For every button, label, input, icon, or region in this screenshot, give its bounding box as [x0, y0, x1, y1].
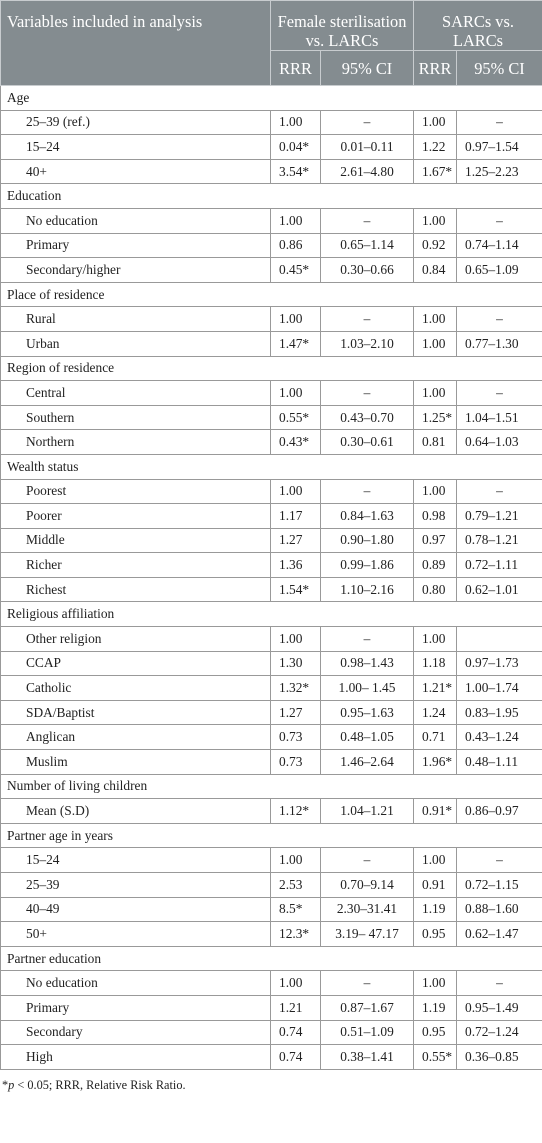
- section-row: [1, 184, 542, 209]
- ci-sterilisation: –: [321, 479, 414, 504]
- ci-sarcs: 0.72–1.15: [457, 873, 542, 898]
- table-row: [1, 405, 542, 430]
- rrr-sarcs: 1.00: [414, 627, 457, 652]
- table-footnote: [0, 1070, 542, 1093]
- section-row: [1, 454, 542, 479]
- row-label: 50+: [1, 922, 271, 947]
- ci-sarcs: –: [457, 479, 542, 504]
- row-label: Primary: [1, 233, 271, 258]
- ci-sterilisation: 0.30–0.61: [321, 430, 414, 455]
- row-label: Secondary/higher: [1, 258, 271, 283]
- ci-sterilisation: 1.00– 1.45: [321, 676, 414, 701]
- table-row: [1, 799, 542, 824]
- rrr-sarcs: 0.97: [414, 528, 457, 553]
- ci-sarcs: 0.72–1.24: [457, 1020, 542, 1045]
- ci-sarcs: 1.04–1.51: [457, 405, 542, 430]
- ci-sarcs: [457, 627, 542, 652]
- rrr-sarcs: 0.71: [414, 725, 457, 750]
- rrr-sterilisation: 0.74: [271, 1045, 321, 1070]
- row-label: Poorest: [1, 479, 271, 504]
- table-row: [1, 1020, 542, 1045]
- section-row: [1, 282, 542, 307]
- table-row: [1, 135, 542, 160]
- ci-sarcs: 0.88–1.60: [457, 897, 542, 922]
- section-title: Wealth status: [1, 454, 542, 479]
- ci-sarcs: 0.97–1.73: [457, 651, 542, 676]
- rrr-sterilisation: 1.36: [271, 553, 321, 578]
- table-header: [1, 1, 542, 86]
- ci-sarcs: 0.36–0.85: [457, 1045, 542, 1070]
- ci-sarcs: 0.48–1.11: [457, 750, 542, 775]
- ci-sterilisation: 0.65–1.14: [321, 233, 414, 258]
- section-title: Partner education: [1, 946, 542, 971]
- table-row: [1, 504, 542, 529]
- ci-sarcs: 0.72–1.11: [457, 553, 542, 578]
- section-row: [1, 356, 542, 381]
- row-label: 25–39: [1, 873, 271, 898]
- row-label: Richest: [1, 577, 271, 602]
- row-label: Secondary: [1, 1020, 271, 1045]
- ci-sterilisation: 0.48–1.05: [321, 725, 414, 750]
- rrr-sarcs: 1.00: [414, 381, 457, 406]
- rrr-sterilisation: 8.5*: [271, 897, 321, 922]
- rrr-sterilisation: 1.30: [271, 651, 321, 676]
- rrr-sarcs: 1.22: [414, 135, 457, 160]
- rrr-sarcs: 0.91: [414, 873, 457, 898]
- ci-sarcs: 0.62–1.01: [457, 577, 542, 602]
- row-label: Northern: [1, 430, 271, 455]
- row-label: Central: [1, 381, 271, 406]
- table-row: [1, 922, 542, 947]
- table-row: [1, 110, 542, 135]
- rrr-sarcs: 1.00: [414, 307, 457, 332]
- rrr-sarcs: 0.91*: [414, 799, 457, 824]
- row-label: 15–24: [1, 135, 271, 160]
- table-row: [1, 528, 542, 553]
- table-body: [1, 86, 542, 1070]
- footnote-marker: *: [2, 1077, 9, 1092]
- rrr-sterilisation: 1.21: [271, 995, 321, 1020]
- ci-sterilisation: 1.46–2.64: [321, 750, 414, 775]
- section-row: [1, 86, 542, 111]
- ci-sterilisation: 0.87–1.67: [321, 995, 414, 1020]
- rrr-sterilisation: 1.00: [271, 208, 321, 233]
- rrr-sterilisation: 0.73: [271, 725, 321, 750]
- ci-sterilisation: –: [321, 307, 414, 332]
- header-ci-1: 95% CI: [321, 51, 414, 86]
- rrr-sterilisation: 1.27: [271, 700, 321, 725]
- rrr-sterilisation: 0.73: [271, 750, 321, 775]
- ci-sarcs: 0.86–0.97: [457, 799, 542, 824]
- rrr-sarcs: 1.00: [414, 208, 457, 233]
- table-row: [1, 258, 542, 283]
- ci-sterilisation: 0.43–0.70: [321, 405, 414, 430]
- ci-sarcs: 1.25–2.23: [457, 159, 542, 184]
- ci-sterilisation: 0.01–0.11: [321, 135, 414, 160]
- header-ci-2: 95% CI: [457, 51, 542, 86]
- ci-sarcs: 0.65–1.09: [457, 258, 542, 283]
- rrr-sterilisation: 1.47*: [271, 331, 321, 356]
- rrr-sarcs: 0.95: [414, 1020, 457, 1045]
- header-variables: Variables included in analysis: [1, 1, 271, 86]
- rrr-sterilisation: 1.00: [271, 110, 321, 135]
- header-sarcs: SARCs vs. LARCs: [414, 1, 542, 51]
- footnote-p: p: [8, 1077, 15, 1092]
- table-row: [1, 725, 542, 750]
- rrr-sarcs: 0.80: [414, 577, 457, 602]
- row-label: Poorer: [1, 504, 271, 529]
- rrr-sterilisation: 1.12*: [271, 799, 321, 824]
- rrr-sterilisation: 1.00: [271, 848, 321, 873]
- section-row: [1, 946, 542, 971]
- table-row: [1, 159, 542, 184]
- rrr-sarcs: 1.19: [414, 897, 457, 922]
- rrr-sterilisation: 0.45*: [271, 258, 321, 283]
- ci-sarcs: 0.62–1.47: [457, 922, 542, 947]
- rrr-sarcs: 0.89: [414, 553, 457, 578]
- table-row: [1, 1045, 542, 1070]
- section-row: [1, 774, 542, 799]
- table-row: [1, 430, 542, 455]
- row-label: High: [1, 1045, 271, 1070]
- row-label: 15–24: [1, 848, 271, 873]
- table-row: [1, 627, 542, 652]
- rrr-sterilisation: 2.53: [271, 873, 321, 898]
- rrr-sterilisation: 1.00: [271, 307, 321, 332]
- table-row: [1, 651, 542, 676]
- ci-sterilisation: 0.38–1.41: [321, 1045, 414, 1070]
- table-row: [1, 848, 542, 873]
- rrr-sarcs: 1.21*: [414, 676, 457, 701]
- ci-sarcs: –: [457, 381, 542, 406]
- table-row: [1, 577, 542, 602]
- header-female-sterilisation: Female sterilisation vs. LARCs: [271, 1, 414, 51]
- rrr-sterilisation: 0.74: [271, 1020, 321, 1045]
- ci-sterilisation: –: [321, 110, 414, 135]
- table-row: [1, 995, 542, 1020]
- row-label: Mean (S.D): [1, 799, 271, 824]
- ci-sterilisation: 1.10–2.16: [321, 577, 414, 602]
- header-rrr-1: RRR: [271, 51, 321, 86]
- rrr-sterilisation: 12.3*: [271, 922, 321, 947]
- rrr-sarcs: 1.00: [414, 971, 457, 996]
- ci-sarcs: 0.79–1.21: [457, 504, 542, 529]
- table-row: [1, 750, 542, 775]
- ci-sarcs: –: [457, 971, 542, 996]
- rrr-sterilisation: 0.43*: [271, 430, 321, 455]
- row-label: Catholic: [1, 676, 271, 701]
- ci-sarcs: 1.00–1.74: [457, 676, 542, 701]
- table-row: [1, 208, 542, 233]
- ci-sterilisation: 0.98–1.43: [321, 651, 414, 676]
- ci-sarcs: 0.43–1.24: [457, 725, 542, 750]
- ci-sarcs: 0.83–1.95: [457, 700, 542, 725]
- ci-sterilisation: 1.03–2.10: [321, 331, 414, 356]
- ci-sarcs: –: [457, 307, 542, 332]
- row-label: 40–49: [1, 897, 271, 922]
- row-label: No education: [1, 971, 271, 996]
- ci-sterilisation: 0.70–9.14: [321, 873, 414, 898]
- ci-sarcs: –: [457, 110, 542, 135]
- row-label: Anglican: [1, 725, 271, 750]
- ci-sterilisation: 0.51–1.09: [321, 1020, 414, 1045]
- ci-sterilisation: 0.95–1.63: [321, 700, 414, 725]
- rrr-sterilisation: 0.55*: [271, 405, 321, 430]
- ci-sarcs: –: [457, 848, 542, 873]
- section-title: Age: [1, 86, 542, 111]
- section-row: [1, 823, 542, 848]
- rrr-sarcs: 1.00: [414, 479, 457, 504]
- table-row: [1, 897, 542, 922]
- rrr-sterilisation: 0.04*: [271, 135, 321, 160]
- section-row: [1, 602, 542, 627]
- rrr-sarcs: 0.55*: [414, 1045, 457, 1070]
- table-row: [1, 700, 542, 725]
- table-row: [1, 381, 542, 406]
- rrr-sarcs: 1.25*: [414, 405, 457, 430]
- table-row: [1, 553, 542, 578]
- row-label: Primary: [1, 995, 271, 1020]
- rrr-sterilisation: 1.17: [271, 504, 321, 529]
- ci-sterilisation: 1.04–1.21: [321, 799, 414, 824]
- section-title: Region of residence: [1, 356, 542, 381]
- rrr-sterilisation: 1.00: [271, 381, 321, 406]
- rrr-sarcs: 1.00: [414, 110, 457, 135]
- rrr-sterilisation: 0.86: [271, 233, 321, 258]
- ci-sterilisation: –: [321, 381, 414, 406]
- row-label: 40+: [1, 159, 271, 184]
- ci-sarcs: –: [457, 208, 542, 233]
- row-label: Muslim: [1, 750, 271, 775]
- rrr-sarcs: 1.19: [414, 995, 457, 1020]
- footnote-text: < 0.05; RRR, Relative Risk Ratio.: [14, 1077, 186, 1092]
- section-title: Partner age in years: [1, 823, 542, 848]
- row-label: 25–39 (ref.): [1, 110, 271, 135]
- ci-sterilisation: 0.30–0.66: [321, 258, 414, 283]
- ci-sterilisation: 2.61–4.80: [321, 159, 414, 184]
- header-rrr-2: RRR: [414, 51, 457, 86]
- rrr-sarcs: 0.95: [414, 922, 457, 947]
- rrr-sarcs: 1.24: [414, 700, 457, 725]
- ci-sterilisation: 2.30–31.41: [321, 897, 414, 922]
- row-label: Rural: [1, 307, 271, 332]
- rrr-sterilisation: 1.00: [271, 971, 321, 996]
- ci-sterilisation: –: [321, 971, 414, 996]
- section-title: Education: [1, 184, 542, 209]
- rrr-sterilisation: 1.32*: [271, 676, 321, 701]
- ci-sterilisation: 0.99–1.86: [321, 553, 414, 578]
- rrr-sarcs: 1.96*: [414, 750, 457, 775]
- section-title: Religious affiliation: [1, 602, 542, 627]
- row-label: SDA/Baptist: [1, 700, 271, 725]
- row-label: Richer: [1, 553, 271, 578]
- table-row: [1, 331, 542, 356]
- table-row: [1, 307, 542, 332]
- rrr-sarcs: 1.00: [414, 848, 457, 873]
- rrr-sarcs: 0.84: [414, 258, 457, 283]
- ci-sterilisation: 3.19– 47.17: [321, 922, 414, 947]
- section-title: Place of residence: [1, 282, 542, 307]
- table-row: [1, 479, 542, 504]
- row-label: Other religion: [1, 627, 271, 652]
- row-label: Middle: [1, 528, 271, 553]
- rrr-sarcs: 1.67*: [414, 159, 457, 184]
- ci-sarcs: 0.97–1.54: [457, 135, 542, 160]
- ci-sarcs: 0.95–1.49: [457, 995, 542, 1020]
- ci-sarcs: 0.64–1.03: [457, 430, 542, 455]
- table-row: [1, 873, 542, 898]
- ci-sterilisation: –: [321, 627, 414, 652]
- ci-sarcs: 0.74–1.14: [457, 233, 542, 258]
- row-label: Southern: [1, 405, 271, 430]
- row-label: Urban: [1, 331, 271, 356]
- ci-sterilisation: –: [321, 208, 414, 233]
- rrr-sterilisation: 1.00: [271, 479, 321, 504]
- table-row: [1, 233, 542, 258]
- table-row: [1, 676, 542, 701]
- rrr-sarcs: 0.81: [414, 430, 457, 455]
- rrr-sterilisation: 1.27: [271, 528, 321, 553]
- section-title: Number of living children: [1, 774, 542, 799]
- rrr-sarcs: 1.18: [414, 651, 457, 676]
- ci-sarcs: 0.77–1.30: [457, 331, 542, 356]
- rrr-sterilisation: 1.00: [271, 627, 321, 652]
- ci-sarcs: 0.78–1.21: [457, 528, 542, 553]
- ci-sterilisation: –: [321, 848, 414, 873]
- rrr-sterilisation: 1.54*: [271, 577, 321, 602]
- table-row: [1, 971, 542, 996]
- rrr-sarcs: 0.98: [414, 504, 457, 529]
- row-label: No education: [1, 208, 271, 233]
- ci-sterilisation: 0.84–1.63: [321, 504, 414, 529]
- rrr-sarcs: 0.92: [414, 233, 457, 258]
- ci-sterilisation: 0.90–1.80: [321, 528, 414, 553]
- rrr-sarcs: 1.00: [414, 331, 457, 356]
- row-label: CCAP: [1, 651, 271, 676]
- rrr-sterilisation: 3.54*: [271, 159, 321, 184]
